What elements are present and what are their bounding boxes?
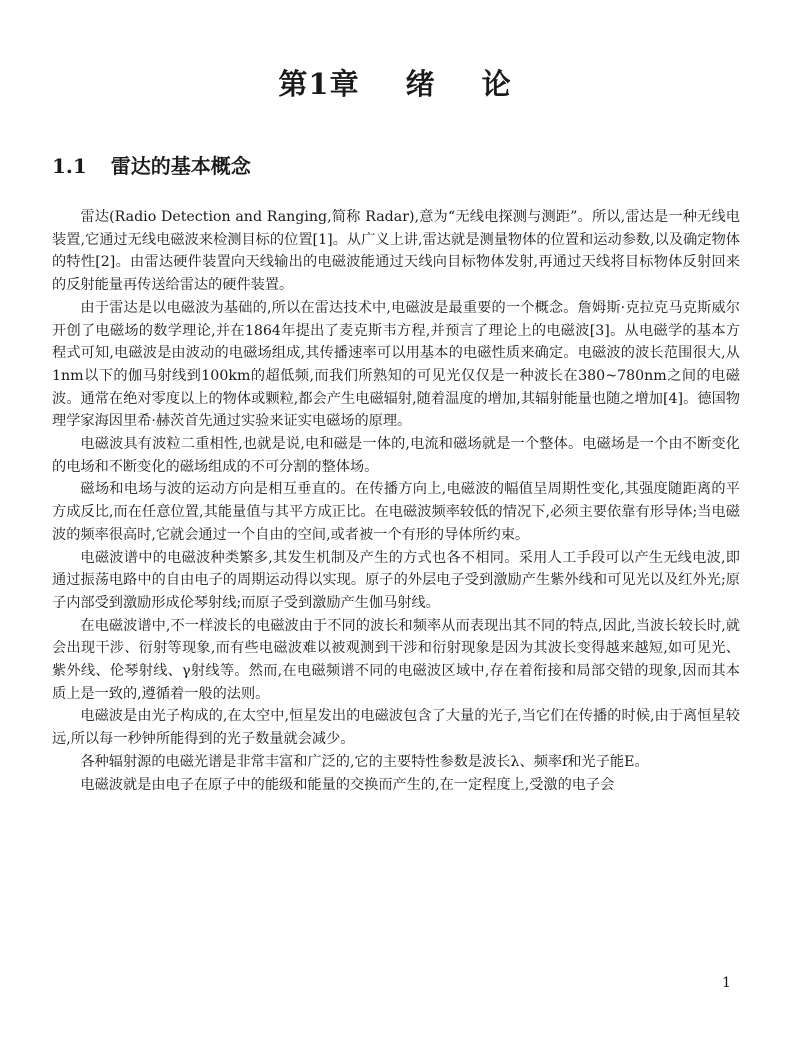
paragraph: 电磁波谱中的电磁波种类繁多,其发生机制及产生的方式也各不相同。采用人工手段可以产生无线电波,即通过振荡电路中的自由电子的周期运动得以实现。原子的外层电子受到激励产生紫外线和可见光以及红外光;原子内部受到激励形成伦琴射线;而原子受到激励产生伽马射线。 [52, 549, 740, 611]
body-text [52, 206, 740, 796]
chapter-label: 第1章 [278, 67, 360, 101]
chapter-title-word-2: 论 [481, 67, 512, 101]
chapter-title [0, 62, 790, 103]
paragraph: 在电磁波谱中,不一样波长的电磁波由于不同的波长和频率从而表现出其不同的特点,因此,当波长较长时,就会出现干涉、衍射等现象,而有些电磁波难以被观测到干涉和衍射现象是因为其波长变得越来越短,如可见光、紫外线、伦琴射线、γ射线等。然而,在电磁频谱不同的电磁波区域中,存在着衔接和局部交错的现象,因而其本质上是一致的,遵循着一般的法则。 [52, 617, 740, 702]
paragraph: 电磁波是由光子构成的,在太空中,恒星发出的电磁波包含了大量的光子,当它们在传播的时候,由于离恒星较远,所以每一秒钟所能得到的光子数量就会减少。 [52, 708, 740, 748]
paragraph: 电磁波具有波粒二重相性,也就是说,电和磁是一体的,电流和磁场就是一个整体。电磁场是一个由不断变化的电场和不断变化的磁场组成的不可分割的整体场。 [52, 436, 740, 475]
chapter-title-word-1: 绪 [405, 67, 436, 101]
section-heading [52, 150, 251, 179]
paragraph: 雷达(Radio Detection and Ranging,简称 Radar),意为“无线电探测与测距”。所以,雷达是一种无线电装置,它通过无线电磁波来检测目标的位置[1]。从广义上讲,雷达就是测量物体的位置和运动参数,以及确定物体的特性[2]。由雷达硬件装置向天线输出的电磁波能通过天线向目标物体发射,再通过天线将目标物体反射回来的反射能量再传送给雷达的硬件装置。 [52, 209, 740, 294]
paragraph: 电磁波就是由电子在原子中的能级和能量的交换而产生的,在一定程度上,受激的电子会 [80, 776, 615, 793]
paragraph: 磁场和电场与波的运动方向是相互垂直的。在传播方向上,电磁波的幅值呈周期性变化,其强度随距离的平方成反比,而在任意位置,其能量值与其平方成正比。在电磁波频率较低的情况下,必须主要依靠有形导体;当电磁波的频率很高时,它就会通过一个自由的空间,或者被一个有形的导体所约束。 [52, 481, 740, 543]
section-number: 1.1 [52, 154, 87, 178]
page-number: 1 [722, 975, 731, 991]
paragraph: 各种辐射源的电磁光谱是非常丰富和广泛的,它的主要特性参数是波长λ、频率f和光子能E。 [80, 753, 649, 770]
section-title: 雷达的基本概念 [110, 154, 251, 178]
paragraph: 由于雷达是以电磁波为基础的,所以在雷达技术中,电磁波是最重要的一个概念。詹姆斯·克拉克马克斯威尔开创了电磁场的数学理论,并在1864年提出了麦克斯韦方程,并预言了理论上的电磁波[3]。从电磁学的基本方程式可知,电磁波是由波动的电磁场组成,其传播速率可以用基本的电磁性质来确定。电磁波的波长范围很大,从1nm以下的伽马射线到100km的超低频,而我们所熟知的可见光仅仅是一种波长在380~780nm之间的电磁波。通常在绝对零度以上的物体或颗粒,都会产生电磁辐射,随着温度的增加,其辐射能量也随之增加[4]。德国物理学家海因里希·赫茨首先通过实验来证实电磁场的原理。 [52, 299, 740, 430]
